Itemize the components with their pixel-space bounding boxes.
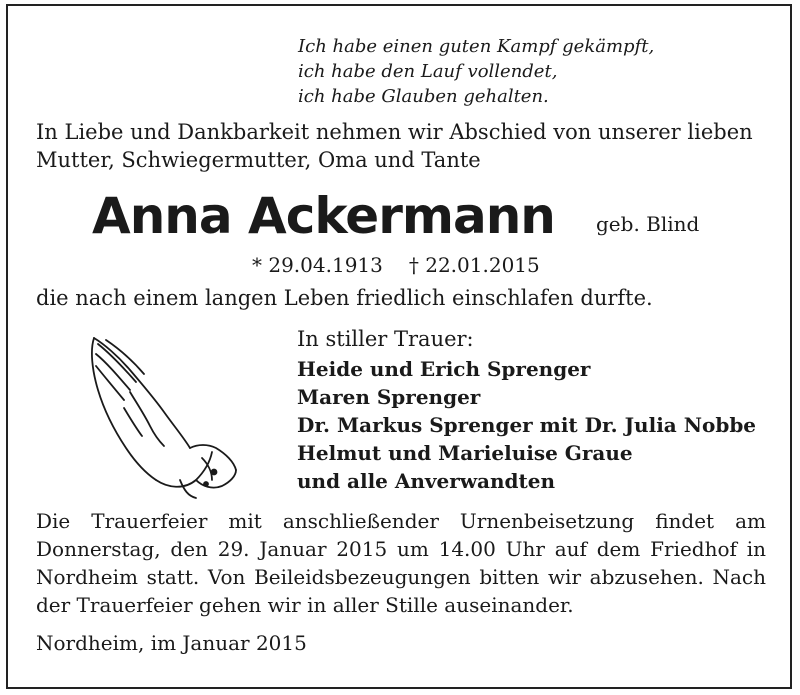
mourner-name: Maren Sprenger <box>297 385 481 409</box>
life-dates <box>252 253 566 277</box>
mourner-name: Heide und Erich Sprenger <box>297 357 591 381</box>
birth-name: geb. Blind <box>596 212 700 236</box>
birth-date: * 29.04.1913 <box>252 253 383 277</box>
place-date: Nordheim, im Januar 2015 <box>36 631 307 655</box>
mourner-name: und alle Anverwandten <box>297 469 556 493</box>
mourner-name: Dr. Markus Sprenger mit Dr. Julia Nobbe <box>297 413 757 437</box>
praying-hands-icon <box>84 330 244 500</box>
mourners-list <box>297 355 756 495</box>
mourner-name: Helmut und Marieluise Graue <box>297 441 633 465</box>
verse-line: ich habe den Lauf vollendet, <box>298 61 558 82</box>
intro-line: In Liebe und Dankbarkeit nehmen wir Abschied von unserer lieben <box>36 120 753 144</box>
deceased-name: Anna Ackermann <box>92 187 555 245</box>
bible-verse <box>298 34 654 109</box>
intro-line: Mutter, Schwiegermutter, Oma und Tante <box>36 148 481 172</box>
intro-text <box>36 118 776 174</box>
death-date: † 22.01.2015 <box>408 253 540 277</box>
verse-line: ich habe Glauben gehalten. <box>298 86 549 107</box>
after-text: die nach einem langen Leben friedlich einschlafen durfte. <box>36 286 653 310</box>
verse-line: Ich habe einen guten Kampf gekämpft, <box>298 36 655 57</box>
service-info: Die Trauerfeier mit anschließender Urnenbeisetzung findet am Donnerstag, den 29. Januar 2015 um 14.00 Uhr auf dem Friedhof in Nordheim statt. Von Beileidsbezeugungen bitten wir abzusehen. Nach der Trauerfeier gehen wir in aller Stille auseinander. <box>36 509 766 617</box>
mourning-heading: In stiller Trauer: <box>297 327 474 351</box>
